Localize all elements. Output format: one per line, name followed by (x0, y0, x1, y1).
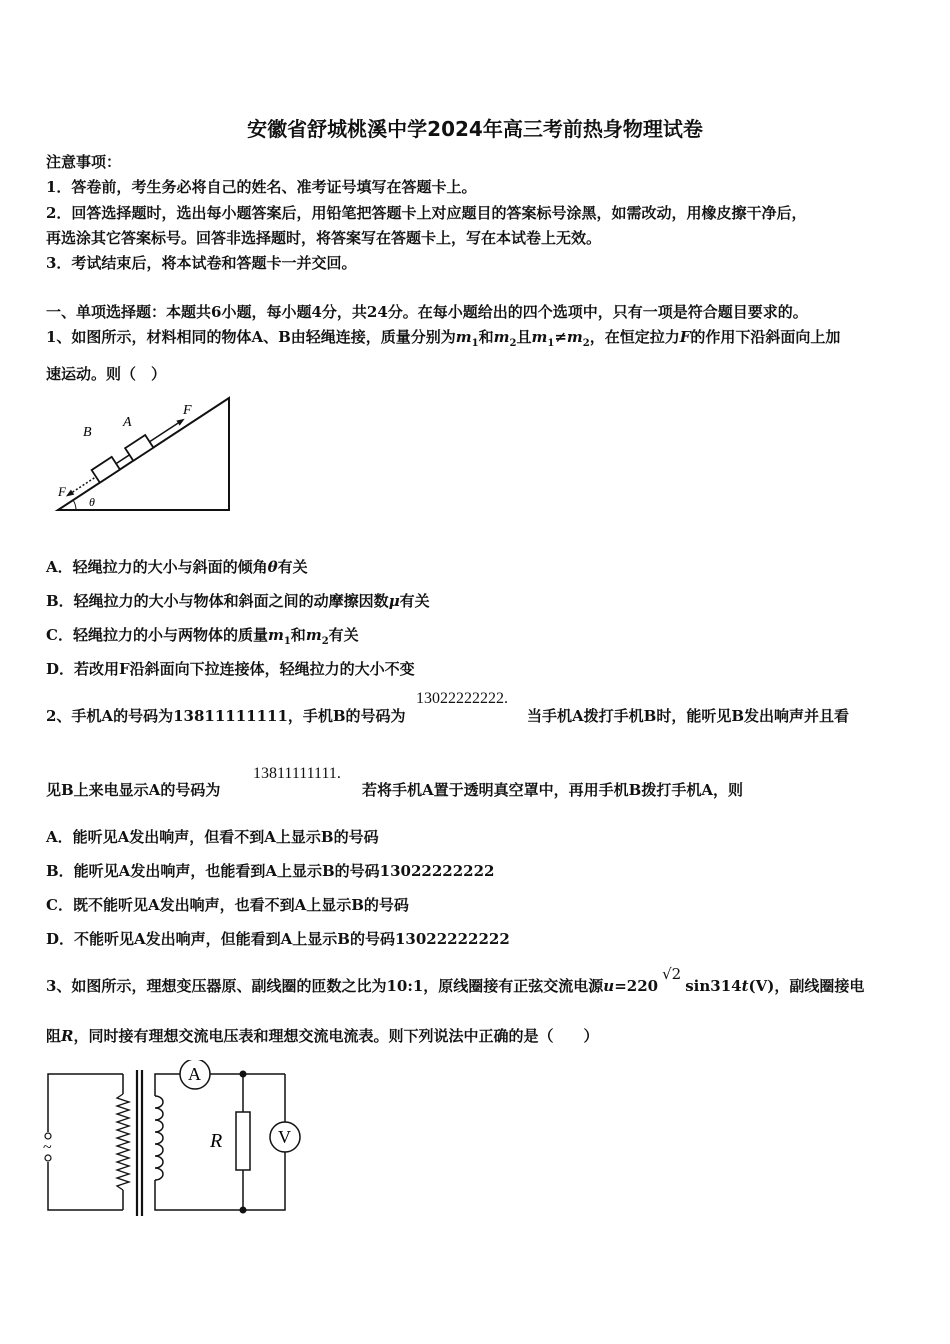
q1-option-c: C．轻绳拉力的小与两物体的质量$m_1$和$m_2$有关 (46, 626, 359, 647)
force-arrow-down (73, 477, 96, 492)
ac-source-symbol: ~ (43, 1139, 52, 1156)
label-a: A (123, 415, 132, 430)
q3-stem-cont: 阻R，同时接有理想交流电压表和理想交流电流表。则下列说法中正确的是（ ） (46, 1027, 599, 1045)
transformer-figure (40, 1060, 310, 1216)
primary-wire-top (48, 1074, 123, 1132)
notice-item-3: 3．考试结束后，将本试卷和答题卡一并交回。 (46, 254, 357, 272)
q2-option-a: A．能听见A发出响声，但看不到A上显示B的号码 (46, 828, 379, 846)
q2-stem: 2、手机A的号码为13811111111，手机B的号码为 (46, 707, 406, 725)
q2-option-b: B．能听见A发出响声，也能看到A上显示B的号码13022222222 (46, 862, 495, 880)
primary-coil (117, 1094, 129, 1190)
notice-item-2-cont: 再选涂其它答案标号。回答非选择题时，将答案写在答题卡上，写在本试卷上无效。 (46, 229, 602, 247)
q1-stem: 1、如图所示，材料相同的物体A、B由轻绳连接，质量分别为$m_1$和$m_2$且$m_1\ne m_2$，在恒定拉力F的作用下沿斜面向上加 (46, 328, 841, 349)
resistor (236, 1112, 250, 1170)
notice-item-1: 1．答卷前，考生务必将自己的姓名、准考证号填写在答题卡上。 (46, 178, 477, 196)
q2-stem-cont: 当手机A拨打手机B时，能听见B发出响声并且看 (527, 707, 849, 725)
q2-stem-2: 见B上来电显示A的号码为 (46, 781, 221, 799)
notice-heading: 注意事项： (46, 153, 122, 171)
voltmeter-label: V (278, 1127, 291, 1147)
q2-number-b: 13022222222. (416, 690, 508, 707)
page-title: 安徽省舒城桃溪中学2024年高三考前热身物理试卷 (247, 117, 703, 141)
q2-number-a: 13811111111. (253, 765, 341, 782)
primary-wire-bottom (48, 1162, 123, 1210)
block-a (125, 435, 153, 461)
q2-stem-2-cont: 若将手机A置于透明真空罩中，再用手机B拨打手机A，则 (362, 781, 743, 799)
label-b: B (83, 425, 92, 440)
force-arrow-up (150, 423, 178, 442)
section-heading: 一、单项选择题：本题共6小题，每小题4分，共24分。在每小题给出的四个选项中，只有一项是符合题目要求的。 (46, 303, 808, 321)
rope (116, 455, 129, 464)
q1-option-a: A．轻绳拉力的大小与斜面的倾角θ有关 (46, 558, 308, 576)
q2-option-c: C．既不能听见A发出响声，也看不到A上显示B的号码 (46, 896, 409, 914)
q1-stem-cont: 速运动。则（ ） (46, 365, 167, 383)
label-f-top: F (183, 403, 192, 418)
ammeter-label: A (188, 1064, 201, 1084)
secondary-coil (155, 1096, 163, 1180)
q2-option-d: D．不能听见A发出响声，但能看到A上显示B的号码13022222222 (46, 930, 510, 948)
q3-stem: 3、如图所示，理想变压器原、副线圈的匝数之比为10:1，原线圈接有正弦交流电源u=220√2sin314t(V)，副线圈接电 (46, 965, 865, 995)
notice-item-2: 2．回答选择题时，选出每小题答案后，用铅笔把答题卡上对应题目的答案标号涂黑，如需改动，用橡皮擦干净后， (46, 204, 807, 222)
q1-option-d: D．若改用F沿斜面向下拉连接体，轻绳拉力的大小不变 (46, 660, 415, 678)
label-f-bottom: F (58, 484, 66, 499)
label-theta: θ (89, 495, 95, 509)
block-b (92, 457, 120, 483)
angle-arc (73, 500, 76, 510)
q1-option-b: B．轻绳拉力的大小与物体和斜面之间的动摩擦因数μ有关 (46, 592, 430, 610)
incline-figure (46, 392, 236, 517)
resistor-label: R (210, 1130, 223, 1152)
